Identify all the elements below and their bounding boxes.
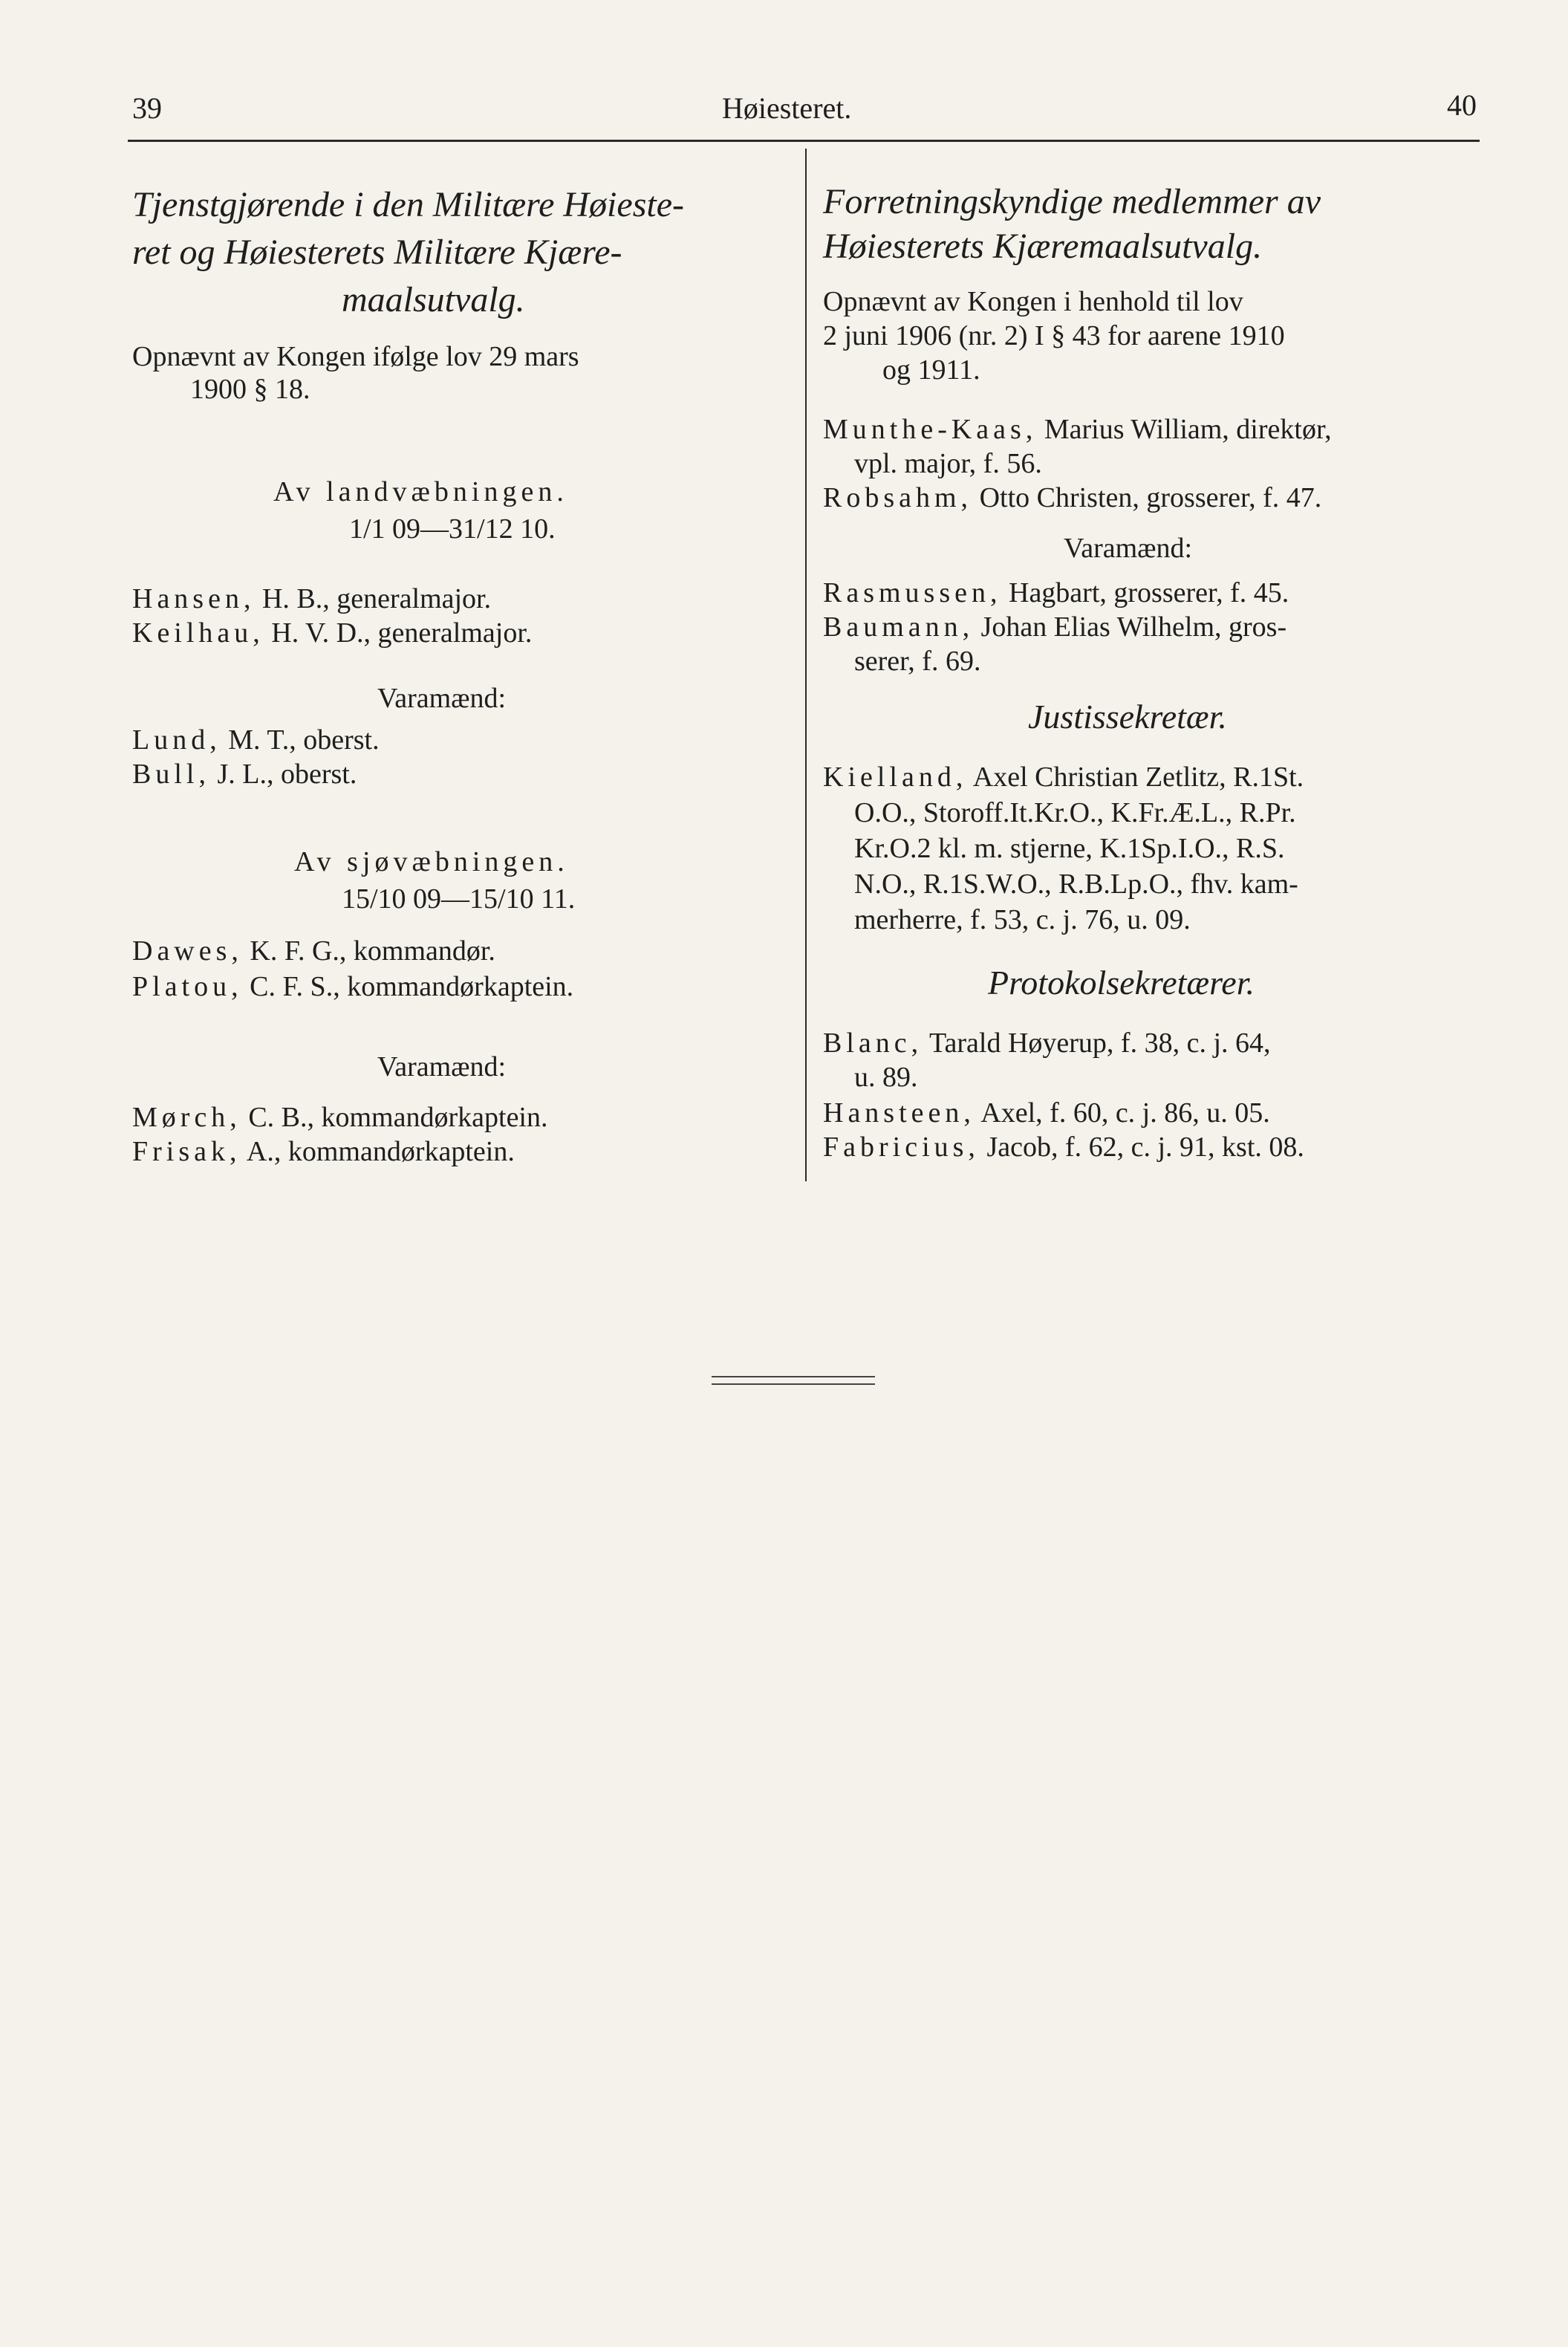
deputy-name: Bull, [132,759,210,790]
left-heading-line-3: maalsutvalg. [342,280,525,319]
member-name: Hansen, [132,583,256,614]
right-heading-line-2: Høiesterets Kjæremaalsutvalg. [823,227,1263,266]
left-heading-line-1: Tjenstgjørende i den Militære Høieste- [132,185,684,224]
deputy-details: M. T., oberst. [228,724,380,756]
deputy-details: C. B., kommandørkaptein. [248,1102,548,1133]
land-deputy-1 [132,724,380,756]
sea-period: 15/10 09—15/10 11. [342,883,576,915]
land-deputy-2 [132,758,357,791]
right-heading-line-1: Forretningskyndige medlemmer av [823,182,1321,221]
right-appointed-line-1: Opnævnt av Kongen i henhold til lov [823,286,1243,317]
protocol-entry-1-cont: u. 89. [854,1062,918,1093]
member-name: Robsahm, [823,482,973,513]
protocol-heading: Protokolsekretærer. [988,964,1255,1002]
deputy-details: Hagbart, grosserer, f. 45. [1009,577,1289,608]
member-details: Marius William, direktør, [1044,414,1332,445]
protocol-name: Fabricius, [823,1132,980,1163]
land-member-2 [132,617,532,649]
deputy-name: Rasmussen, [823,577,1002,608]
land-deputies-heading: Varamænd: [377,683,507,714]
left-heading-line-2: ret og Høiesterets Militære Kjære- [132,233,622,272]
deputy-name: Mørch, [132,1102,241,1133]
page-number-right: 40 [1447,88,1477,122]
land-period: 1/1 09—31/12 10. [349,513,556,545]
land-heading: Av landvæbningen. [273,476,568,507]
left-appointed-line-2: 1900 § 18. [190,374,310,405]
business-member-1 [823,413,1332,446]
header-rule [128,140,1480,142]
member-name: Keilhau, [132,617,264,649]
deputy-details: J. L., oberst. [217,759,357,790]
justice-entry-line-5: merherre, f. 53, c. j. 76, u. 09. [854,904,1191,935]
sea-deputy-2 [132,1135,515,1168]
left-appointed-line-1: Opnævnt av Kongen ifølge lov 29 mars [132,341,579,372]
page-number-left: 39 [132,91,162,125]
business-deputy-2 [823,611,1286,643]
member-name: Munthe-Kaas, [823,414,1038,445]
justice-entry-line-3: Kr.O.2 kl. m. stjerne, K.1Sp.I.O., R.S. [854,833,1285,864]
protocol-details: Axel, f. 60, c. j. 86, u. 05. [980,1097,1270,1129]
member-details: Otto Christen, grosserer, f. 47. [979,482,1322,513]
sea-heading: Av sjøvæbningen. [294,846,569,877]
justice-entry-line-2: O.O., Storoff.It.Kr.O., K.Fr.Æ.L., R.Pr. [854,797,1296,828]
business-member-2 [823,481,1321,514]
right-appointed-line-3: og 1911. [882,354,980,386]
member-name: Platou, [132,971,243,1002]
business-deputies-heading: Varamænd: [1064,533,1193,564]
protocol-entry-3 [823,1131,1304,1163]
sea-deputies-heading: Varamænd: [377,1051,507,1082]
land-member-1 [132,582,491,615]
business-deputy-2-cont: serer, f. 69. [854,646,981,677]
member-details: K. F. G., kommandør. [250,935,495,967]
deputy-name: Baumann, [823,611,975,643]
justice-heading: Justissekretær. [1028,698,1227,736]
protocol-entry-1 [823,1027,1271,1059]
sea-deputy-1 [132,1101,548,1134]
sea-member-1 [132,935,495,967]
column-divider [805,149,807,1181]
deputy-name: Frisak, [132,1136,241,1167]
sea-member-2 [132,970,573,1003]
protocol-name: Blanc, [823,1028,923,1059]
deputy-name: Lund, [132,724,221,756]
member-details: H. B., generalmajor. [261,583,492,614]
justice-entry-line-4: N.O., R.1S.W.O., R.B.Lp.O., fhv. kam- [854,869,1298,900]
member-details: C. F. S., kommandørkaptein. [250,971,574,1002]
end-rule-top [712,1376,875,1377]
justice-entry-line-1 [823,761,1304,793]
protocol-entry-2 [823,1097,1270,1129]
end-rule-bottom [712,1383,875,1385]
right-appointed-line-2: 2 juni 1906 (nr. 2) I § 43 for aarene 1910 [823,320,1285,351]
protocol-details: Jacob, f. 62, c. j. 91, kst. 08. [986,1132,1304,1163]
business-deputy-1 [823,577,1289,609]
deputy-details: A., kommandørkaptein. [246,1136,515,1167]
justice-details: Axel Christian Zetlitz, R.1St. [972,762,1304,793]
deputy-details: Johan Elias Wilhelm, gros- [980,611,1287,643]
protocol-details: Tarald Høyerup, f. 38, c. j. 64, [928,1028,1271,1059]
business-member-1-cont: vpl. major, f. 56. [854,448,1042,479]
member-name: Dawes, [132,935,243,967]
member-details: H. V. D., generalmajor. [271,617,533,649]
justice-name: Kielland, [823,762,968,793]
protocol-name: Hansteen, [823,1097,975,1129]
running-title: Høiesteret. [722,91,852,125]
